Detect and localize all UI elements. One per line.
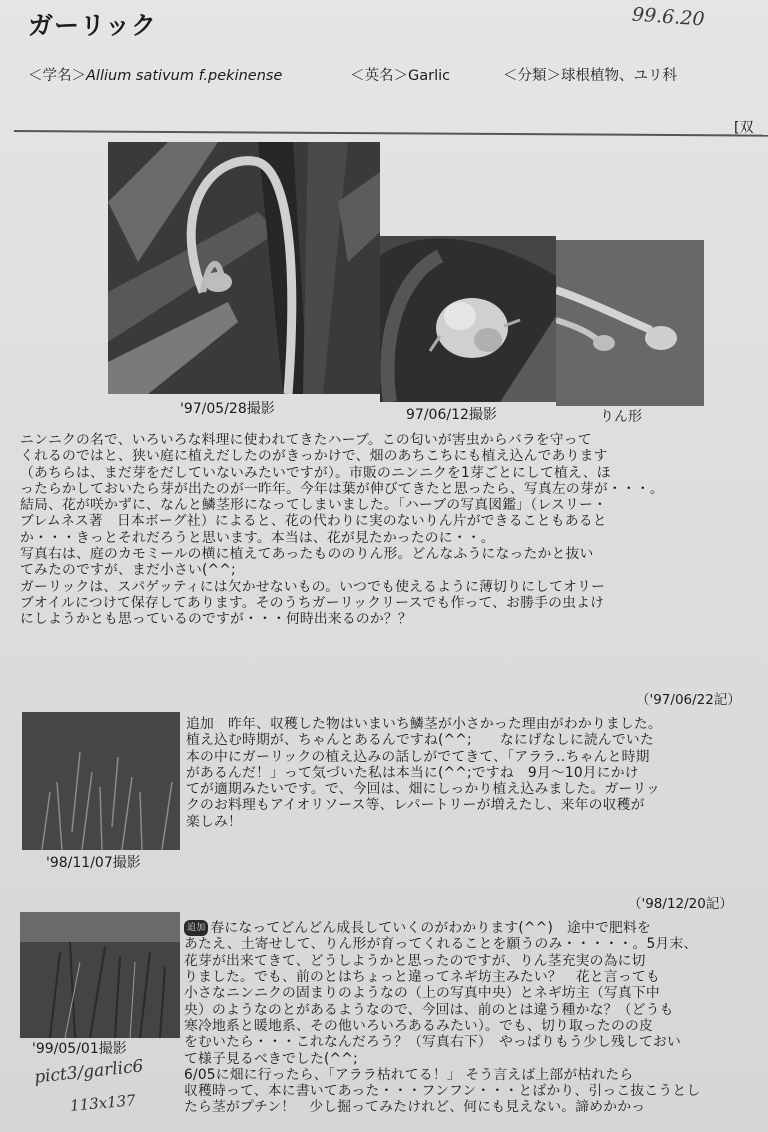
scientific-name-row (28, 64, 282, 85)
english-name: Garlic (408, 68, 451, 84)
classification-label: ＜分類＞ (503, 68, 561, 84)
section1-line: 写真右は、庭のカモミールの横に植えてあったもののりん形。どんなふうになったかと抜い (20, 546, 594, 563)
section2-signature: （'98/12/20記） (628, 896, 733, 912)
section3-line: て様子見るべきでした(^^; (184, 1050, 358, 1067)
section3-line: 央）のようなのとがあるようなので、今回は、前のとは違う種かな？（どうも (184, 1001, 674, 1018)
section2-line: 植え込む時期が、ちゃんとあるんですね(^^; なにげなしに読んでいた (186, 732, 654, 749)
section3-line: りました。でも、前のとはちょっと違ってネギ坊主みたい？ 花と言っても (184, 969, 660, 986)
section2-line: 本の中にガーリックの植え込みの話しがでてきて、「アララ‥ちゃんと時期 (186, 748, 650, 765)
classification-value: 球根植物、ユリ科 (561, 68, 677, 84)
photo2-caption: 97/06/12撮影 (406, 407, 497, 423)
section2-line: 楽しみ！ (186, 813, 242, 830)
header-divider (14, 130, 768, 137)
section3-line: 6/05に畑に行ったら、「アララ枯れてる！」 そう言えば上部が枯れたら (184, 1066, 634, 1083)
handwritten-date: 99.6.20 (631, 3, 706, 31)
section3-line: 寒冷地系と暖地系、その他いろいろあるみたい）。でも、切り取ったのの皮 (184, 1017, 653, 1034)
section1-line: ニンニクの名で、いろいろな料理に使われてきたハーブ。この匂いが害虫からバラを守って (20, 432, 592, 448)
section2-line: 追加 昨年、収穫した物はいまいち鱗茎が小さかった理由がわかりました。 (186, 716, 662, 732)
photo5-caption: '99/05/01撮影 (32, 1041, 127, 1057)
section2-line: てが適期みたいです。で、今回は、畑にしっかり植え込みました。ガーリッ (186, 781, 660, 798)
side-link[interactable]: [双 (734, 120, 754, 136)
photo-bulbil (380, 236, 556, 402)
section1-line: くれるのではと、狭い庭に植えだしたのがきっかけで、畑のあちこちにも植え込んであります (20, 448, 608, 465)
section3-body (184, 920, 760, 1116)
section3-line: たら茎がプチン！ 少し掘ってみたけれど、何にも見えない。諦めかかっ (184, 1099, 646, 1116)
section3-line: をむいたら・・・これなんだろう？（写真右下） やっぱりもう少し残しておい (184, 1034, 681, 1051)
section1-line: にしようかとも思っているのですが・・・何時出来るのか？？ (20, 611, 412, 628)
section2-line: クのお料理もアイオリソース等、レパートリーが増えたし、来年の収穫が (186, 797, 645, 814)
english-name-row (350, 64, 450, 85)
section3-line: 春になってどんどん成長していくのがわかります(^^) 途中で肥料を (210, 920, 651, 937)
page-title: ガーリック (28, 11, 158, 40)
section3-line: 小さなニンニクの固まりのようなの（上の写真中央）とネギ坊主（写真下中 (184, 985, 660, 1002)
photo-sprouts-1998 (22, 712, 180, 850)
section2-body (186, 716, 760, 830)
section3-line: あたえ、土寄せして、りん形が育ってくれることを願うのみ・・・・・。5月末、 (184, 936, 698, 953)
section3-line: 花芽が出来てきて、どうしようかと思ったのですが、りん茎充実の為に切 (184, 952, 646, 969)
photo-plants-1999 (20, 912, 180, 1038)
photo3-caption: りん形 (600, 409, 642, 425)
handwritten-size: 113x137 (69, 1091, 137, 1115)
photo-garlic-leaves (108, 142, 380, 394)
scientific-name: Allium sativum f.pekinense (86, 68, 283, 84)
section1-line: ブオイルにつけて保存してあります。そのうちガーリックリースでも作って、お勝手の虫よけ (20, 594, 605, 611)
section1-body (20, 432, 760, 628)
section1-line: （あちらは、まだ芽をだしていないみたいですが）。市販のニンニクを1芽ごとにして植え、ほ (20, 464, 611, 481)
section2-line: があるんだ！」って気づいた私は本当に(^^;ですね 9月～10月にかけ (186, 764, 639, 781)
addition-badge: 追加 (184, 920, 208, 936)
classification-row (503, 64, 677, 85)
section1-line: ったらかしておいたら芽が出たのが一昨年。今年は葉が伸びてきたと思ったら、写真左の芽が・・・。 (20, 480, 664, 497)
section3-line: 収穫時って、本に書いてあった・・・フンフン・・・とばかり、引っこ抜こうとし (184, 1083, 701, 1100)
handwritten-filename: pict3/garlic6 (33, 1056, 145, 1088)
section1-signature: （'97/06/22記） (636, 692, 741, 708)
section1-line: か・・・きっとそれだろうと思います。本当は、花が見たかったのに・・。 (20, 529, 495, 546)
section1-line: ブレムネス著 日本ボーグ社）によると、花の代わりに実のないりん片ができることもあると (20, 513, 607, 530)
photo1-caption: '97/05/28撮影 (180, 401, 275, 417)
section1-line: 結局、花が咲かずに、なんと鱗茎形になってしまいました。「ハーブの写真図鑑」（レスリー・ (20, 497, 607, 514)
english-name-label: ＜英名＞ (350, 68, 408, 84)
photo4-caption: '98/11/07撮影 (46, 855, 141, 871)
section1-line: ガーリックは、スパゲッティには欠かせないもの。いつでも使えるように薄切りにしてオリー (20, 578, 606, 595)
scientific-name-label: ＜学名＞ (28, 68, 86, 84)
section1-line: てみたのですが、まだ小さい(^^; (20, 562, 236, 579)
photo-bulb-on-soil (556, 240, 704, 406)
